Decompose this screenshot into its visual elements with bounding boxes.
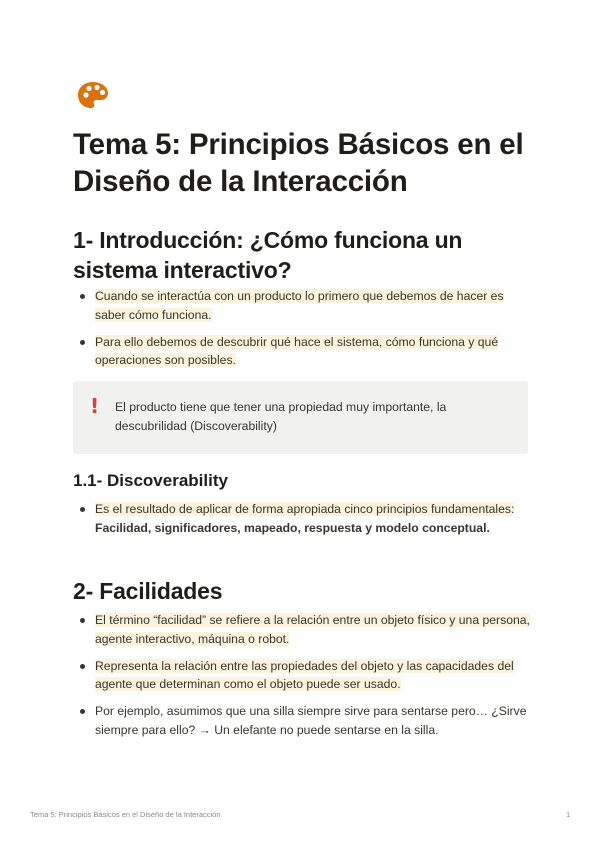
page-title: Tema 5: Principios Básicos en el Diseño de la Interacción xyxy=(73,128,524,198)
list-item xyxy=(73,611,533,648)
list-item xyxy=(73,657,533,694)
list-item-text: Cuando se interactúa con un producto lo primero que debemos de hacer es saber cómo funciona. xyxy=(95,289,504,322)
section-heading-introduccion: 1- Introducción: ¿Cómo funciona un sistema interactivo? xyxy=(73,227,463,283)
list-item-text: Para ello debemos de descubrir qué hace el sistema, cómo funciona y qué operaciones son posibles. xyxy=(95,334,499,368)
list-item-text: El término “facilidad” se refiere a la relación entre un objeto físico y una persona, agente interactivo, máquina o robot. xyxy=(95,613,530,646)
section-heading-discoverability: 1.1- Discoverability xyxy=(73,471,228,490)
footer-title: Tema 5: Principios Básicos en el Diseño de la Interacción xyxy=(30,810,221,819)
bullet-icon xyxy=(80,709,85,714)
exclamation-icon: ! xyxy=(90,394,100,418)
callout-box xyxy=(73,381,528,454)
callout-text: El producto tiene que tener una propiedad muy importante, la descubrilidad (Discoverability) xyxy=(115,400,447,433)
bullet-icon xyxy=(80,618,85,623)
list-item xyxy=(73,500,533,537)
list-item-text: Representa la relación entre las propiedades del objeto y las capacidades del agente que determinan como el objeto puede ser usado. xyxy=(95,658,514,692)
bullet-icon xyxy=(80,294,85,299)
page-number: 1 xyxy=(566,810,571,819)
intro-list xyxy=(73,287,533,378)
list-item xyxy=(73,702,533,739)
list-item-text: Por ejemplo, asumimos que una silla siempre sirve para sentarse pero… ¿Sirve siempre para ello? → Un elefante no puede sentarse en la silla. xyxy=(95,704,527,737)
section-heading-facilidades: 2- Facilidades xyxy=(73,578,223,604)
bullet-icon xyxy=(80,507,85,512)
bullet-icon xyxy=(80,664,85,669)
facilidades-list xyxy=(73,611,533,748)
list-item xyxy=(73,287,533,324)
palette-icon xyxy=(76,80,110,110)
list-item-text: Es el resultado de aplicar de forma apropiada cinco principios fundamentales: xyxy=(95,502,515,516)
principles-bold-text: Facilidad, significadores, mapeado, respuesta y modelo conceptual. xyxy=(95,520,490,535)
discoverability-list xyxy=(73,500,533,546)
list-item xyxy=(73,333,533,370)
bullet-icon xyxy=(80,340,85,345)
